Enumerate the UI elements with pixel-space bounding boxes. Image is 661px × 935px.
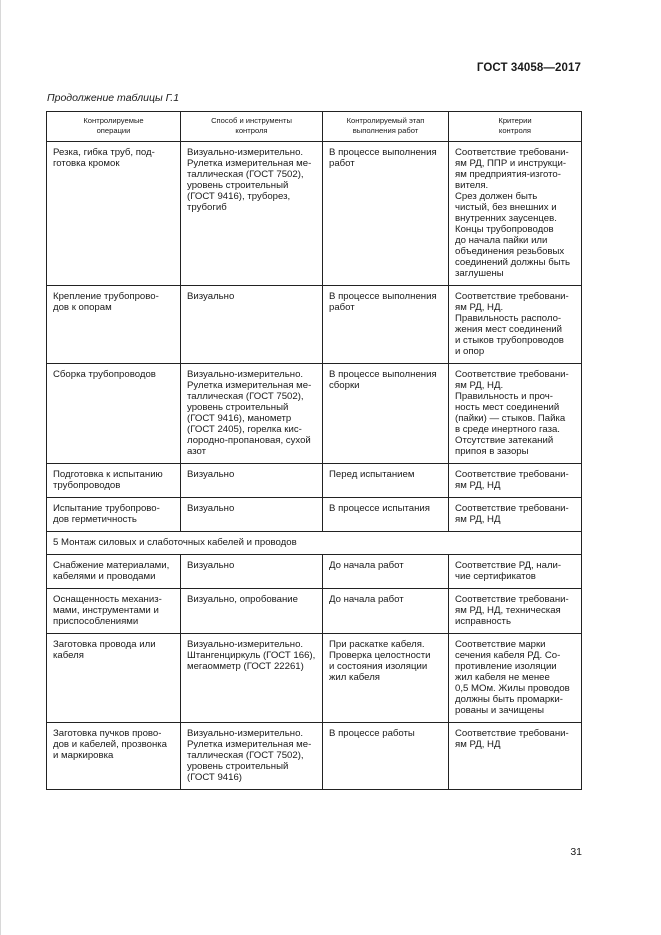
table-row [47,464,582,498]
cell-method: Визуально-измерительно. Штангенциркуль (ГОСТ 166), мегаомметр (ГОСТ 22261) [181,634,323,723]
table-row [47,364,582,464]
document-code: ГОСТ 34058—2017 [476,62,581,74]
cell-operation: Снабжение материалами, кабелями и проводами [47,555,181,589]
cell-operation: Резка, гибка труб, под- готовка кромок [47,142,181,286]
cell-stage: Перед испытанием [323,464,449,498]
cell-operation: Крепление трубопрово- дов к опорам [47,286,181,364]
table-row [47,634,582,723]
cell-method: Визуально-измерительно. Рулетка измерительная ме- таллическая (ГОСТ 7502), уровень строительный (ГОСТ 9416), труборез, трубогиб [181,142,323,286]
column-header-method: Способ и инструменты контроля [181,112,323,142]
table-row [47,142,582,286]
cell-stage: До начала работ [323,589,449,634]
page-number: 31 [570,846,582,858]
table-row [47,723,582,790]
cell-criteria: Соответствие марки сечения кабеля РД. Со- противление изоляции жил кабеля не менее 0,5 МОм. Жилы проводов должны быть промарки- рованы и зачищены [449,634,582,723]
cell-criteria: Соответствие требовани- ям РД, НД. Правильность и проч- ность мест соединений (пайки) — стыков. Пайка в среде инертного газа. Отсутствие затеканий припоя в зазоры [449,364,582,464]
cell-stage: В процессе работы [323,723,449,790]
cell-method: Визуально [181,498,323,532]
cell-method: Визуально [181,464,323,498]
cell-operation: Заготовка провода или кабеля [47,634,181,723]
cell-stage: В процессе выполнения работ [323,286,449,364]
cell-method: Визуально [181,555,323,589]
cell-criteria: Соответствие РД, нали- чие сертификатов [449,555,582,589]
cell-stage: При раскатке кабеля. Проверка целостности и состояния изоляции жил кабеля [323,634,449,723]
cell-criteria: Соответствие требовани- ям РД, ППР и инструкци- ям предприятия-изгото- вителя. Срез должен быть чистый, без внешних и внутренних заусенцев. Концы трубопроводов до начала пайки или объединения резьбовых соединений должны быть заглушены [449,142,582,286]
cell-method: Визуально [181,286,323,364]
cell-method: Визуально-измерительно. Рулетка измерительная ме- таллическая (ГОСТ 7502), уровень строительный (ГОСТ 9416) [181,723,323,790]
table-row [47,589,582,634]
table-header-row [47,112,582,142]
cell-criteria: Соответствие требовани- ям РД, НД, техническая исправность [449,589,582,634]
section-row [47,532,582,555]
cell-method: Визуально, опробование [181,589,323,634]
cell-stage: В процессе выполнения работ [323,142,449,286]
column-header-operations: Контролируемые операции [47,112,181,142]
cell-stage: В процессе испытания [323,498,449,532]
section-title: 5 Монтаж силовых и слаботочных кабелей и проводов [47,532,582,555]
control-table [46,111,582,790]
cell-operation: Оснащенность механиз- мами, инструментами и приспособлениями [47,589,181,634]
cell-criteria: Соответствие требовани- ям РД, НД [449,723,582,790]
column-header-stage: Контролируемый этап выполнения работ [323,112,449,142]
cell-operation: Испытание трубопрово- дов герметичность [47,498,181,532]
cell-stage: В процессе выполнения сборки [323,364,449,464]
table-row [47,498,582,532]
cell-stage: До начала работ [323,555,449,589]
column-header-criteria: Критерии контроля [449,112,582,142]
cell-operation: Сборка трубопроводов [47,364,181,464]
cell-criteria: Соответствие требовани- ям РД, НД [449,498,582,532]
cell-operation: Заготовка пучков прово- дов и кабелей, прозвонка и маркировка [47,723,181,790]
cell-operation: Подготовка к испытанию трубопроводов [47,464,181,498]
cell-criteria: Соответствие требовани- ям РД, НД [449,464,582,498]
cell-method: Визуально-измерительно. Рулетка измерительная ме- таллическая (ГОСТ 7502), уровень строительный (ГОСТ 9416), манометр (ГОСТ 2405), горелка кис- лородно-пропановая, сухой азот [181,364,323,464]
table-row [47,286,582,364]
table-row [47,555,582,589]
cell-criteria: Соответствие требовани- ям РД, НД. Правильность располо- жения мест соединений и стыков трубопроводов и опор [449,286,582,364]
table-caption: Продолжение таблицы Г.1 [47,92,180,104]
